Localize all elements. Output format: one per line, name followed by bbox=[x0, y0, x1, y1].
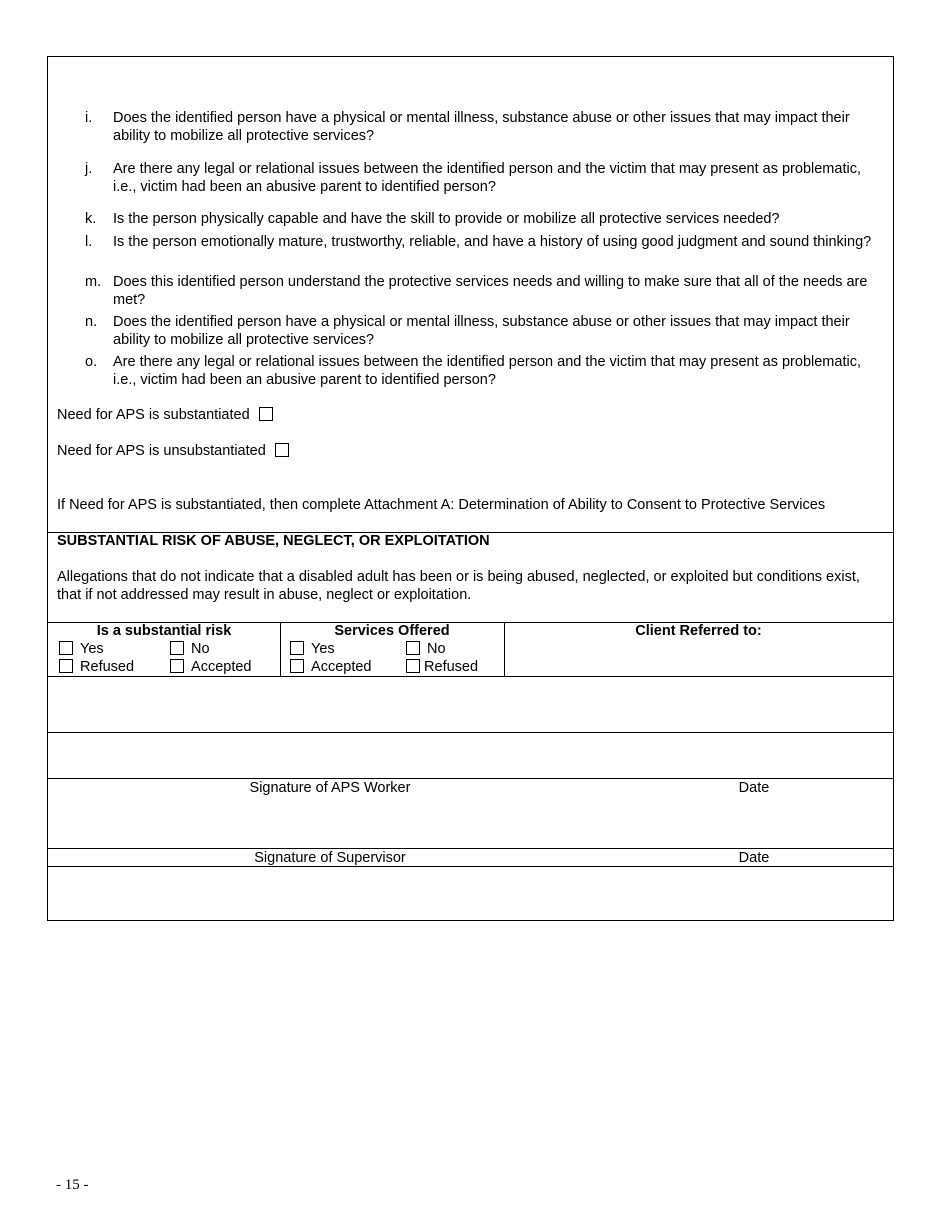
aps-unsubstantiated-label: Need for APS is unsubstantiated bbox=[57, 443, 266, 459]
supervisor-date-label: Date bbox=[738, 850, 770, 866]
option-label: Yes bbox=[80, 641, 104, 657]
aps-worker-signature-label: Signature of APS Worker bbox=[249, 780, 411, 796]
risk-accepted-checkbox[interactable] bbox=[170, 659, 184, 673]
services-accepted-option[interactable] bbox=[290, 658, 372, 676]
services-refused-checkbox[interactable] bbox=[406, 659, 420, 673]
option-label: No bbox=[427, 641, 446, 657]
risk-accepted-option[interactable] bbox=[170, 658, 252, 676]
aps-substantiated-label: Need for APS is substantiated bbox=[57, 407, 250, 423]
question-text: Are there any legal or relational issues between the identified person and the victim that may present as problematic, i.e., victim had been an abusive parent to identified person? bbox=[113, 161, 861, 195]
supervisor-signature-label: Signature of Supervisor bbox=[254, 850, 406, 866]
blank-bottom-area[interactable] bbox=[48, 867, 893, 920]
question-letter: o. bbox=[85, 354, 98, 370]
services-no-option[interactable] bbox=[406, 640, 446, 658]
form-frame bbox=[47, 56, 894, 921]
client-referred-field[interactable] bbox=[514, 642, 884, 674]
question-text: Is the person physically capable and have the skill to provide or mobilize all protective services needed? bbox=[113, 211, 780, 227]
question-text: Are there any legal or relational issues between the identified person and the victim that may present as problematic, i.e., victim had been an abusive parent to identified person? bbox=[113, 354, 861, 388]
question-text: Does the identified person have a physical or mental illness, substance abuse or other issues that may impact their ability to mobilize all protective services? bbox=[113, 314, 850, 348]
services-refused-option[interactable] bbox=[406, 658, 478, 676]
option-label: Yes bbox=[311, 641, 335, 657]
risk-yes-option[interactable] bbox=[59, 640, 104, 658]
option-label: Accepted bbox=[311, 659, 372, 675]
option-label: Refused bbox=[80, 659, 135, 675]
page-number: - 15 - bbox=[56, 1177, 89, 1193]
aps-unsubstantiated-row bbox=[57, 442, 289, 460]
services-no-checkbox[interactable] bbox=[406, 641, 420, 655]
client-referred-header: Client Referred to: bbox=[635, 623, 762, 639]
question-text: Does the identified person have a physical or mental illness, substance abuse or other issues that may impact their ability to mobilize all protective services? bbox=[113, 110, 850, 144]
risk-no-checkbox[interactable] bbox=[170, 641, 184, 655]
services-yes-checkbox[interactable] bbox=[290, 641, 304, 655]
risk-refused-checkbox[interactable] bbox=[59, 659, 73, 673]
question-text: Does this identified person understand the protective services needs and willing to make sure that all of the needs are met? bbox=[113, 274, 868, 308]
services-yes-option[interactable] bbox=[290, 640, 335, 658]
worker-date-label: Date bbox=[738, 780, 770, 796]
option-label: No bbox=[191, 641, 210, 657]
risk-heading: SUBSTANTIAL RISK OF ABUSE, NEGLECT, OR EXPLOITATION bbox=[57, 533, 490, 549]
option-label: Accepted bbox=[191, 659, 252, 675]
question-text: Is the person emotionally mature, trustworthy, reliable, and have a history of using good judgment and sound thinking? bbox=[113, 234, 872, 250]
question-letter: m. bbox=[85, 274, 102, 290]
question-letter: i. bbox=[85, 110, 93, 126]
risk-refused-option[interactable] bbox=[59, 658, 134, 676]
supervisor-signature-field[interactable] bbox=[48, 799, 893, 847]
aps-substantiated-row bbox=[57, 406, 273, 424]
question-letter: n. bbox=[85, 314, 98, 330]
services-offered-header: Services Offered bbox=[334, 623, 450, 639]
risk-no-option[interactable] bbox=[170, 640, 210, 658]
risk-yes-checkbox[interactable] bbox=[59, 641, 73, 655]
question-letter: j. bbox=[85, 161, 93, 177]
substantial-risk-header: Is a substantial risk bbox=[96, 623, 232, 639]
services-accepted-checkbox[interactable] bbox=[290, 659, 304, 673]
question-letter: k. bbox=[85, 211, 97, 227]
aps-instruction: If Need for APS is substantiated, then complete Attachment A: Determination of Ability to Consent to Protective Services bbox=[57, 497, 826, 513]
option-label: Refused bbox=[424, 659, 479, 675]
blank-entry-area[interactable] bbox=[48, 677, 893, 731]
question-letter: l. bbox=[85, 234, 93, 250]
aps-worker-signature-field[interactable] bbox=[48, 733, 893, 778]
aps-unsubstantiated-checkbox[interactable] bbox=[275, 443, 289, 457]
risk-description: Allegations that do not indicate that a disabled adult has been or is being abused, neglected, or exploited but conditions exist, that if not addressed may result in abuse, neglect or exploitation. bbox=[57, 569, 860, 603]
aps-substantiated-checkbox[interactable] bbox=[259, 407, 273, 421]
